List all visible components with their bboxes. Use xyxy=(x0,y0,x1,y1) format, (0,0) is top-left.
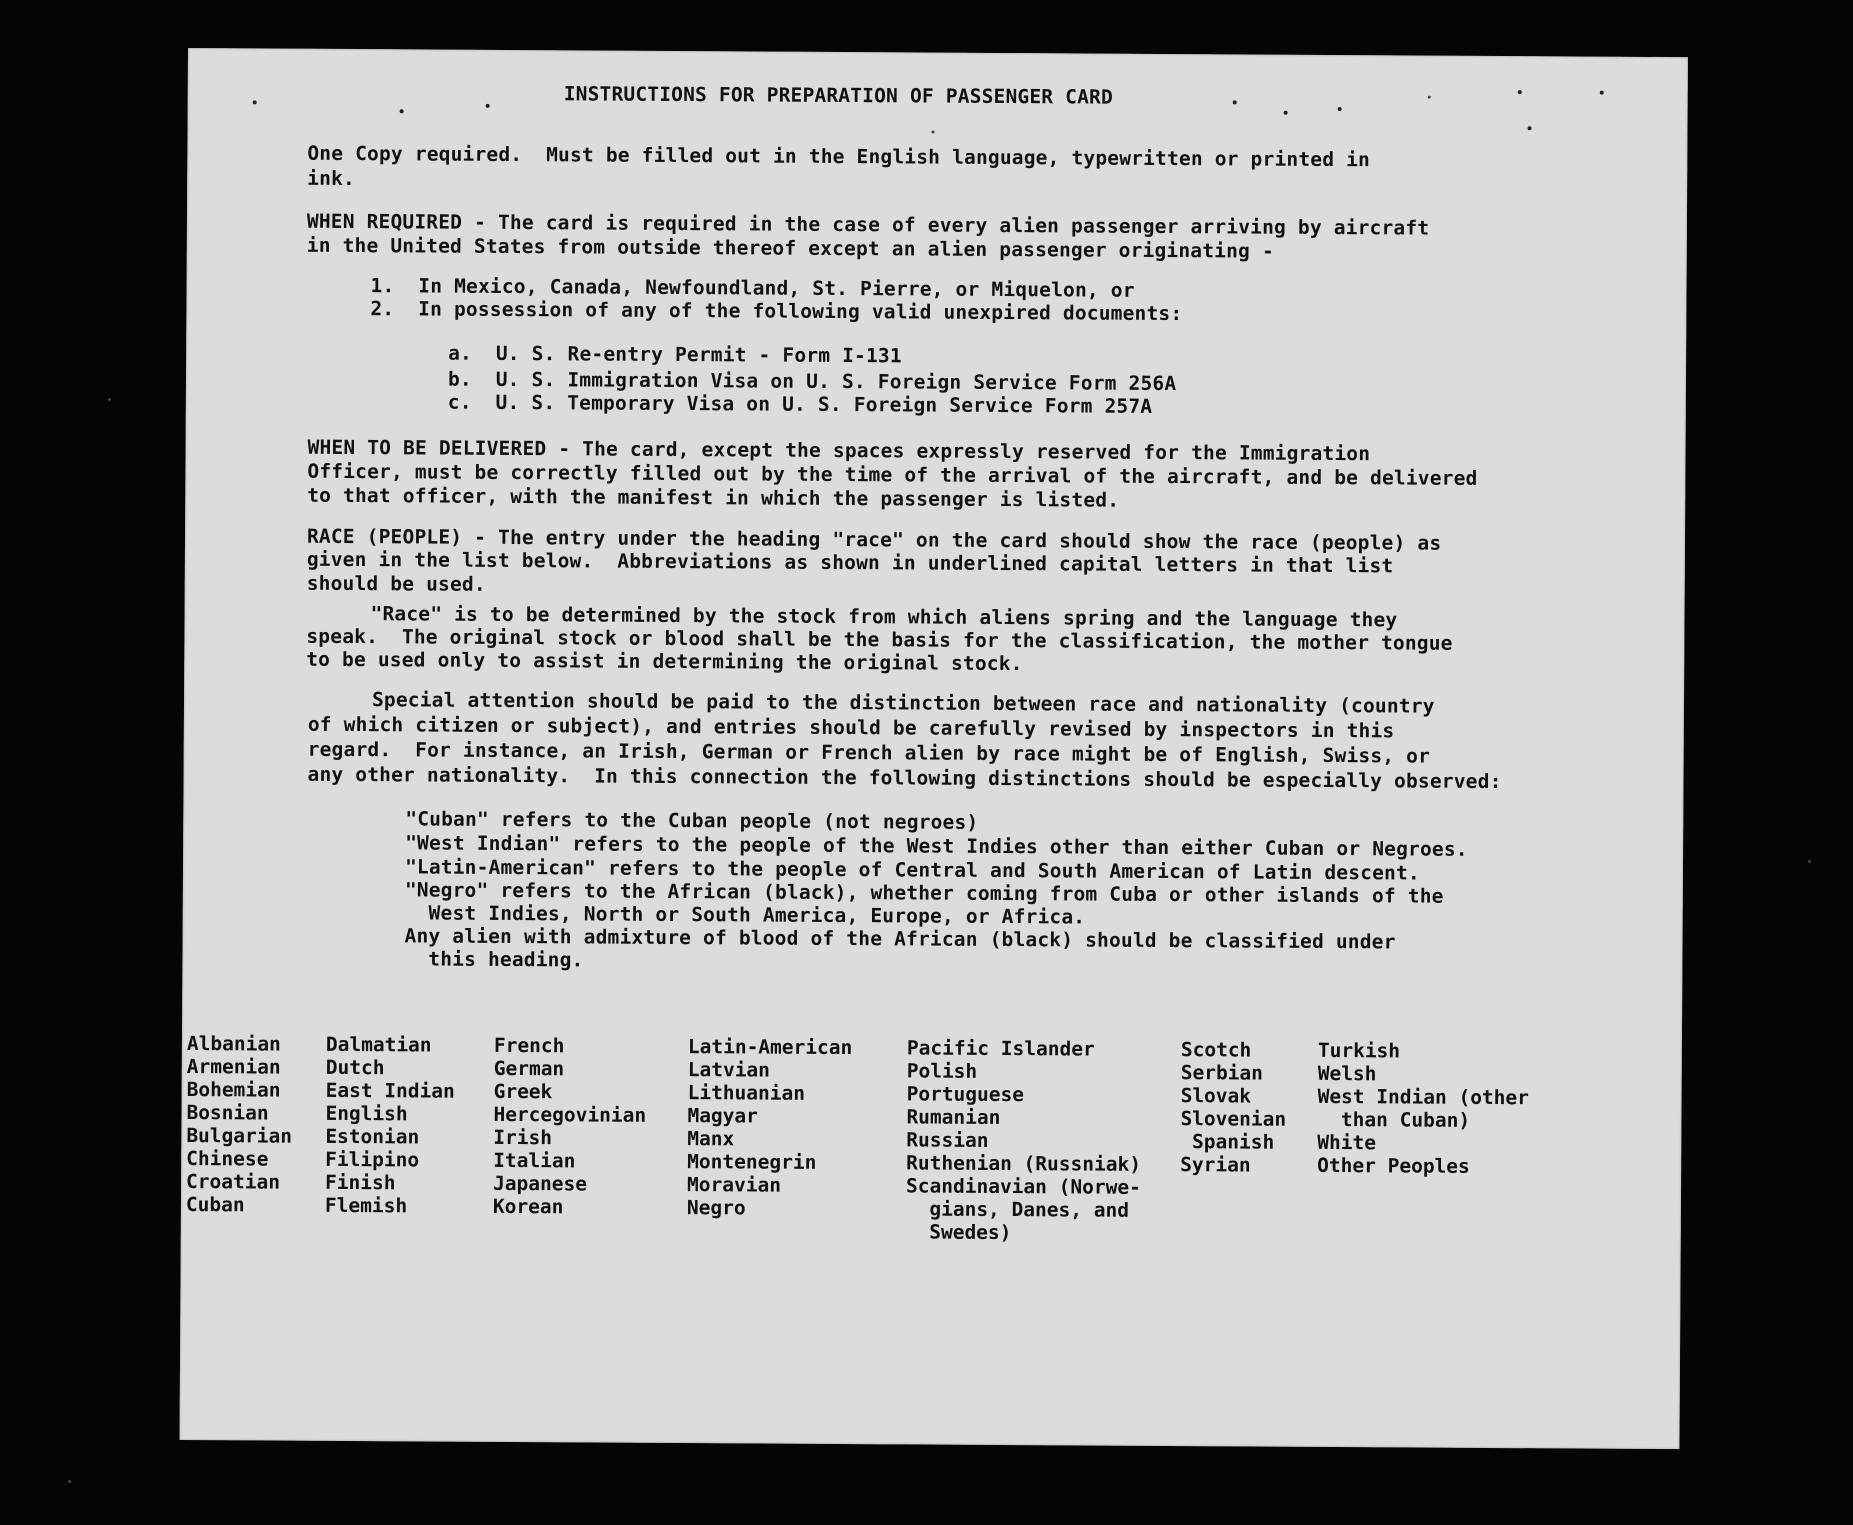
lettered-item-c: c. U. S. Temporary Visa on U. S. Foreign Service Form 257A xyxy=(447,390,1153,418)
intro-line-1: One Copy required. Must be filled out in the English language, typewritten or printed in xyxy=(307,141,1371,172)
scan-speck xyxy=(1600,91,1604,95)
intro-line-2: ink. xyxy=(307,166,356,191)
race-line-2: given in the list below. Abbreviations as shown in underlined capital letters in that list xyxy=(306,547,1394,578)
scan-speck xyxy=(1528,126,1532,130)
race-entry: Ruthenian (Russniak) xyxy=(906,1151,1142,1176)
race-entry: Syrian xyxy=(1180,1153,1251,1177)
race-entry: Rumanian xyxy=(906,1105,1001,1129)
race-stock-line-3: to be used only to assist in determining the original stock. xyxy=(306,647,1023,676)
race-entry: Lithuanian xyxy=(687,1081,806,1105)
race-entry: Polish xyxy=(906,1059,978,1083)
race-entry: Bulgarian xyxy=(186,1124,293,1148)
scan-speck xyxy=(1808,860,1811,863)
race-stock-line-2: speak. The original stock or blood shall be the basis for the classification, the mother tongue xyxy=(306,624,1453,655)
race-entry: Filipino xyxy=(325,1147,420,1172)
race-entry: Turkish xyxy=(1317,1038,1401,1063)
race-entry: Estonian xyxy=(325,1124,420,1149)
race-column-5 xyxy=(906,1036,1142,1244)
race-entry: Swedes) xyxy=(905,1220,1012,1245)
document-page xyxy=(179,48,1687,1449)
race-entry: Scotch xyxy=(1180,1038,1252,1062)
distinction-negro-1: "Negro" refers to the African (black), whether coming from Cuba or other islands of the xyxy=(404,878,1444,908)
race-entry: West Indian (other xyxy=(1317,1084,1530,1110)
race-column-1 xyxy=(186,1032,293,1217)
scan-speck xyxy=(108,398,111,401)
race-entry: Montenegrin xyxy=(687,1150,817,1174)
race-stock-line-1: "Race" is to be determined by the stock from which aliens spring and the language they xyxy=(370,602,1398,632)
race-entry: Armenian xyxy=(186,1055,281,1079)
numbered-item-1: 1. In Mexico, Canada, Newfoundland, St. Pierre, or Miquelon, or xyxy=(370,274,1135,302)
special-line-2: of which citizen or subject), and entries should be carefully revised by inspectors in this xyxy=(307,712,1395,743)
race-entry: gians, Danes, and xyxy=(905,1197,1130,1222)
race-entry: Finish xyxy=(325,1170,396,1195)
race-entry: Manx xyxy=(687,1127,735,1151)
distinction-west-indian: "West Indian" refers to the people of the West Indies other than either Cuban or Negroes. xyxy=(405,831,1468,861)
race-entry: Portuguese xyxy=(906,1082,1025,1107)
race-entry: Negro xyxy=(686,1196,746,1220)
race-column-3 xyxy=(493,1034,647,1219)
scan-speck xyxy=(1338,107,1342,111)
distinction-admixture-1: Any alien with admixture of blood of the African (black) should be classified under xyxy=(404,924,1396,954)
race-entry: Russian xyxy=(906,1128,989,1152)
scan-speck xyxy=(931,131,934,134)
when-delivered-line-2: Officer, must be correctly filled out by the time of the arrival of the aircraft, and be delivered xyxy=(307,459,1478,490)
numbered-item-2: 2. In possession of any of the following valid unexpired documents: xyxy=(370,297,1183,326)
race-line-3: should be used. xyxy=(306,571,486,596)
race-entry: than Cuban) xyxy=(1317,1107,1471,1132)
special-line-4: any other nationality. In this connection the following distinctions should be especially observed: xyxy=(307,762,1502,794)
race-column-6 xyxy=(1180,1038,1287,1177)
race-entry: Bosnian xyxy=(186,1101,269,1125)
race-column-2 xyxy=(325,1033,455,1218)
race-entry: English xyxy=(325,1101,408,1126)
document-title: INSTRUCTIONS FOR PREPARATION OF PASSENGER CARD xyxy=(563,82,1114,109)
race-entry: Dalmatian xyxy=(325,1032,432,1057)
lettered-item-b: b. U. S. Immigration Visa on U. S. Foreign Service Form 256A xyxy=(447,367,1177,396)
race-entry: White xyxy=(1317,1130,1377,1155)
distinction-admixture-2: this heading. xyxy=(404,947,584,972)
scan-speck xyxy=(253,100,257,104)
scan-speck xyxy=(400,109,404,113)
scan-speck xyxy=(486,104,490,108)
distinction-cuban: "Cuban" refers to the Cuban people (not negroes) xyxy=(405,807,979,834)
race-entry: Scandinavian (Norwe- xyxy=(905,1174,1141,1199)
race-entry: Spanish xyxy=(1180,1130,1275,1154)
distinction-latin-american: "Latin-American" refers to the people of Central and South American of Latin descent. xyxy=(404,855,1420,885)
race-entry: Flemish xyxy=(324,1193,408,1218)
scan-speck xyxy=(1284,111,1288,115)
race-entry: Dutch xyxy=(325,1055,385,1080)
race-entry: Irish xyxy=(493,1125,553,1150)
race-entry: Slovenian xyxy=(1180,1107,1287,1131)
scan-speck xyxy=(1233,100,1237,104)
distinction-negro-2: West Indies, North or South America, Europe, or Africa. xyxy=(404,901,1086,929)
race-entry: Pacific Islander xyxy=(906,1036,1095,1061)
race-entry: Welsh xyxy=(1317,1061,1377,1086)
race-entry: Korean xyxy=(492,1194,564,1219)
race-line-1: RACE (PEOPLE) - The entry under the heading "race" on the card should show the race (people) as xyxy=(306,524,1442,555)
race-entry: Latin-American xyxy=(687,1035,853,1060)
race-entry: Cuban xyxy=(185,1193,245,1217)
scan-speck xyxy=(68,1480,71,1483)
race-entry: German xyxy=(493,1056,565,1081)
race-entry: French xyxy=(493,1033,565,1058)
when-required-line-2: in the United States from outside thereof except an alien passenger originating - xyxy=(306,233,1274,263)
race-entry: Latvian xyxy=(687,1058,771,1082)
race-column-7 xyxy=(1317,1039,1529,1178)
race-entry: Slovak xyxy=(1180,1084,1252,1108)
race-entry: Italian xyxy=(493,1148,576,1173)
when-delivered-line-1: WHEN TO BE DELIVERED - The card, except the spaces expressly reserved for the Immigration xyxy=(307,435,1371,466)
race-entry: Other Peoples xyxy=(1317,1153,1470,1178)
race-entry: Bohemian xyxy=(186,1078,281,1102)
when-required-line-1: WHEN REQUIRED - The card is required in the case of every alien passenger arriving by aircraft xyxy=(306,209,1430,240)
race-entry: Hercegovinian xyxy=(493,1102,647,1127)
race-entry: Greek xyxy=(493,1079,553,1104)
race-entry: Croatian xyxy=(186,1170,281,1194)
lettered-item-a: a. U. S. Re-entry Permit - Form I-131 xyxy=(448,341,902,368)
special-line-3: regard. For instance, an Irish, German or French alien by race might be of English, Swiss, or xyxy=(307,737,1431,768)
race-entry: Chinese xyxy=(186,1147,269,1171)
race-entry: Serbian xyxy=(1180,1061,1264,1085)
race-entry: Moravian xyxy=(686,1173,782,1197)
race-entry: East Indian xyxy=(325,1078,455,1103)
race-column-4 xyxy=(687,1035,852,1220)
special-line-1: Special attention should be paid to the distinction between race and nationality (country xyxy=(371,688,1435,718)
race-entry: Albanian xyxy=(186,1032,281,1056)
scan-speck xyxy=(1428,96,1431,99)
race-entry: Japanese xyxy=(492,1171,588,1196)
when-delivered-line-3: to that officer, with the manifest in which the passenger is listed. xyxy=(307,483,1120,512)
scan-speck xyxy=(1518,90,1522,94)
race-entry: Magyar xyxy=(687,1104,759,1128)
